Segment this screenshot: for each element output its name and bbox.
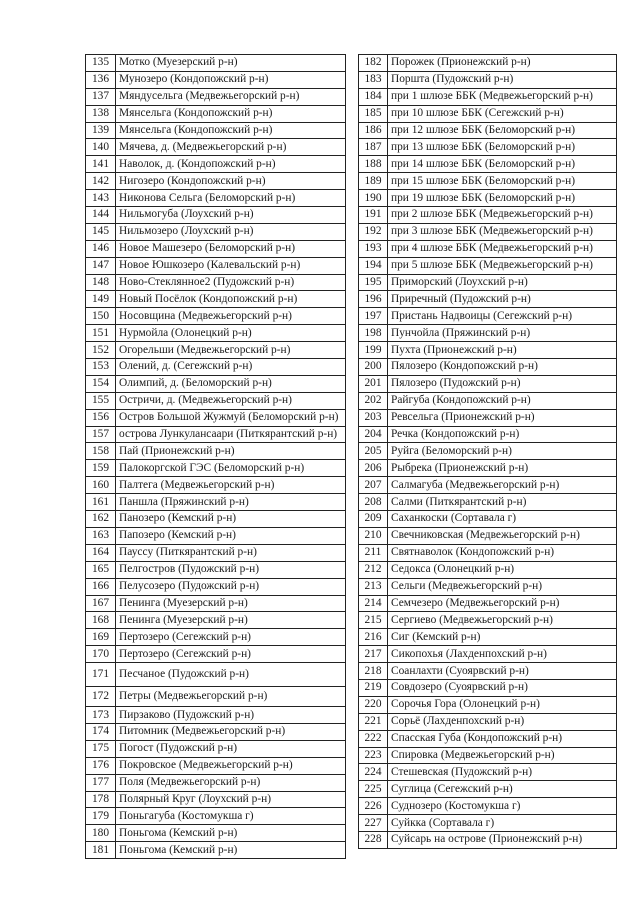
settlement-name: Совдозеро (Суоярвский р-н)	[388, 679, 617, 696]
row-number: 184	[359, 88, 388, 105]
row-number: 183	[359, 71, 388, 88]
table-row	[86, 460, 346, 477]
settlement-name: Пристань Надвоицы (Сегежский р-н)	[388, 308, 617, 325]
table-row	[86, 740, 346, 757]
row-number: 160	[86, 477, 116, 494]
settlement-name: Седокса (Олонецкий р-н)	[388, 561, 617, 578]
row-number: 169	[86, 629, 116, 646]
table-row	[86, 808, 346, 825]
settlement-name: Саханкоски (Сортавала г)	[388, 511, 617, 528]
table-row	[86, 707, 346, 724]
table-row	[359, 460, 617, 477]
table-row	[86, 207, 346, 224]
settlement-name: Поршта (Пудожский р-н)	[388, 71, 617, 88]
settlement-name: при 10 шлюзе ББК (Сегежский р-н)	[388, 105, 617, 122]
settlement-name: Приречный (Пудожский р-н)	[388, 291, 617, 308]
settlement-name: Пелгостров (Пудожский р-н)	[116, 561, 346, 578]
table-row	[86, 88, 346, 105]
row-number: 165	[86, 561, 116, 578]
row-number: 163	[86, 527, 116, 544]
settlement-name: Поньгома (Кемский р-н)	[116, 842, 346, 859]
row-number: 173	[86, 707, 116, 724]
settlement-name: Суглица (Сегежский р-н)	[388, 781, 617, 798]
table-row	[86, 663, 346, 687]
table-row	[359, 679, 617, 696]
settlement-name: Приморский (Лоухский р-н)	[388, 274, 617, 291]
row-number: 136	[86, 71, 116, 88]
settlement-name: Рыбрека (Прионежский р-н)	[388, 460, 617, 477]
settlement-name: Пай (Прионежский р-н)	[116, 443, 346, 460]
settlement-name: Райгуба (Кондопожский р-н)	[388, 392, 617, 409]
table-row	[86, 274, 346, 291]
row-number: 175	[86, 740, 116, 757]
settlement-name: Остричи, д. (Медвежьегорский р-н)	[116, 392, 346, 409]
table-row	[359, 612, 617, 629]
table-row	[86, 55, 346, 72]
table-row	[359, 494, 617, 511]
row-number: 149	[86, 291, 116, 308]
settlement-name: Папозеро (Кемский р-н)	[116, 527, 346, 544]
row-number: 197	[359, 308, 388, 325]
table-row	[86, 308, 346, 325]
table-row	[359, 240, 617, 257]
table-row	[86, 629, 346, 646]
table-row	[86, 595, 346, 612]
row-number: 178	[86, 791, 116, 808]
table-body-right	[359, 55, 617, 849]
settlement-name: Олений, д. (Сегежский р-н)	[116, 359, 346, 376]
table-row	[86, 291, 346, 308]
row-number: 162	[86, 511, 116, 528]
settlement-name: Пялозеро (Кондопожский р-н)	[388, 359, 617, 376]
table-row	[86, 511, 346, 528]
row-number: 218	[359, 663, 388, 680]
settlement-name: Носовщина (Медвежьегорский р-н)	[116, 308, 346, 325]
table-row	[359, 815, 617, 832]
row-number: 220	[359, 696, 388, 713]
row-number: 228	[359, 831, 388, 848]
row-number: 146	[86, 240, 116, 257]
settlement-name: Суднозеро (Костомукша г)	[388, 798, 617, 815]
row-number: 135	[86, 55, 116, 72]
settlement-name: Пухта (Прионежский р-н)	[388, 342, 617, 359]
table-row	[359, 595, 617, 612]
row-number: 196	[359, 291, 388, 308]
table-row	[359, 511, 617, 528]
row-number: 148	[86, 274, 116, 291]
row-number: 172	[86, 687, 116, 707]
table-row	[359, 392, 617, 409]
table-row	[86, 156, 346, 173]
table-row	[86, 687, 346, 707]
settlement-name: Нигозеро (Кондопожский р-н)	[116, 173, 346, 190]
settlement-name: Новое Юшкозеро (Калевальский р-н)	[116, 257, 346, 274]
row-number: 226	[359, 798, 388, 815]
table-row	[86, 223, 346, 240]
row-number: 166	[86, 578, 116, 595]
table-row	[359, 730, 617, 747]
table-row	[86, 646, 346, 663]
table-row	[86, 578, 346, 595]
settlement-name: при 13 шлюзе ББК (Беломорский р-н)	[388, 139, 617, 156]
table-row	[359, 342, 617, 359]
settlement-name: Нурмойла (Олонецкий р-н)	[116, 325, 346, 342]
settlement-name: Нильмозеро (Лоухский р-н)	[116, 223, 346, 240]
row-number: 155	[86, 392, 116, 409]
settlement-name: Речка (Кондопожский р-н)	[388, 426, 617, 443]
row-number: 150	[86, 308, 116, 325]
row-number: 190	[359, 190, 388, 207]
row-number: 182	[359, 55, 388, 72]
table-row	[86, 757, 346, 774]
table-row	[359, 747, 617, 764]
table-row	[86, 190, 346, 207]
settlement-name: Новое Машезеро (Беломорский р-н)	[116, 240, 346, 257]
row-number: 200	[359, 359, 388, 376]
table-row	[359, 291, 617, 308]
row-number: 195	[359, 274, 388, 291]
row-number: 179	[86, 808, 116, 825]
settlement-name: Сорочья Гора (Олонецкий р-н)	[388, 696, 617, 713]
table-row	[86, 359, 346, 376]
table-row	[86, 139, 346, 156]
settlement-name: Сергиево (Медвежьегорский р-н)	[388, 612, 617, 629]
settlement-name: Сикопохья (Лахденпохский р-н)	[388, 646, 617, 663]
settlement-name: Панозеро (Кемский р-н)	[116, 511, 346, 528]
settlement-name: Сельги (Медвежьегорский р-н)	[388, 578, 617, 595]
table-row	[86, 342, 346, 359]
table-row	[359, 375, 617, 392]
row-number: 159	[86, 460, 116, 477]
table-row	[86, 71, 346, 88]
row-number: 171	[86, 663, 116, 687]
table-row	[86, 240, 346, 257]
table-row	[359, 88, 617, 105]
row-number: 140	[86, 139, 116, 156]
table-row	[359, 325, 617, 342]
row-number: 187	[359, 139, 388, 156]
table-row	[359, 55, 617, 72]
row-number: 147	[86, 257, 116, 274]
table-row	[86, 544, 346, 561]
row-number: 222	[359, 730, 388, 747]
row-number: 193	[359, 240, 388, 257]
row-number: 205	[359, 443, 388, 460]
settlement-name: Никонова Сельга (Беломорский р-н)	[116, 190, 346, 207]
settlement-name: Соанлахти (Суоярвский р-н)	[388, 663, 617, 680]
row-number: 188	[359, 156, 388, 173]
settlement-name: Мотко (Муезерский р-н)	[116, 55, 346, 72]
settlement-name: Новый Посёлок (Кондопожский р-н)	[116, 291, 346, 308]
table-row	[86, 842, 346, 859]
table-row	[359, 409, 617, 426]
row-number: 164	[86, 544, 116, 561]
row-number: 143	[86, 190, 116, 207]
table-row	[359, 122, 617, 139]
table-row	[359, 257, 617, 274]
row-number: 201	[359, 375, 388, 392]
table-row	[359, 426, 617, 443]
settlement-name: Суйкка (Сортавала г)	[388, 815, 617, 832]
settlement-name: Сиг (Кемский р-н)	[388, 629, 617, 646]
settlement-name: Сорьё (Лахденпохский р-н)	[388, 713, 617, 730]
row-number: 153	[86, 359, 116, 376]
settlement-name: Святнаволок (Кондопожский р-н)	[388, 544, 617, 561]
settlement-name: Спировка (Медвежьегорский р-н)	[388, 747, 617, 764]
settlement-name: Пелусозеро (Пудожский р-н)	[116, 578, 346, 595]
row-number: 194	[359, 257, 388, 274]
settlement-name: Нильмогуба (Лоухский р-н)	[116, 207, 346, 224]
table-row	[359, 713, 617, 730]
settlement-name: Петры (Медвежьегорский р-н)	[116, 687, 346, 707]
row-number: 208	[359, 494, 388, 511]
row-number: 219	[359, 679, 388, 696]
row-number: 176	[86, 757, 116, 774]
table-body-left	[86, 55, 346, 859]
table-row	[86, 774, 346, 791]
table-row	[86, 561, 346, 578]
row-number: 214	[359, 595, 388, 612]
table-row	[359, 696, 617, 713]
table-row	[86, 173, 346, 190]
row-number: 138	[86, 105, 116, 122]
table-row	[86, 494, 346, 511]
row-number: 137	[86, 88, 116, 105]
table-row	[86, 105, 346, 122]
table-row	[359, 578, 617, 595]
row-number: 168	[86, 612, 116, 629]
row-number: 223	[359, 747, 388, 764]
settlement-name: Пирзаково (Пудожский р-н)	[116, 707, 346, 724]
table-row	[359, 443, 617, 460]
settlement-name: при 3 шлюзе ББК (Медвежьегорский р-н)	[388, 223, 617, 240]
settlement-name: Ново-Стеклянное2 (Пудожский р-н)	[116, 274, 346, 291]
settlement-name: Наволок, д. (Кондопожский р-н)	[116, 156, 346, 173]
table-row	[359, 764, 617, 781]
table-row	[359, 527, 617, 544]
settlement-name: Огорельши (Медвежьегорский р-н)	[116, 342, 346, 359]
row-number: 192	[359, 223, 388, 240]
settlement-name: Паусcу (Питкярантский р-н)	[116, 544, 346, 561]
settlement-name: Песчаное (Пудожский р-н)	[116, 663, 346, 687]
settlement-name: при 14 шлюзе ББК (Беломорский р-н)	[388, 156, 617, 173]
row-number: 142	[86, 173, 116, 190]
row-number: 225	[359, 781, 388, 798]
row-number: 221	[359, 713, 388, 730]
row-number: 157	[86, 426, 116, 443]
row-number: 180	[86, 825, 116, 842]
row-number: 213	[359, 578, 388, 595]
table-row	[359, 544, 617, 561]
settlement-name: при 12 шлюзе ББК (Беломорский р-н)	[388, 122, 617, 139]
table-row	[359, 561, 617, 578]
table-row	[86, 527, 346, 544]
row-number: 217	[359, 646, 388, 663]
row-number: 181	[86, 842, 116, 859]
table-row	[359, 798, 617, 815]
settlement-name: при 15 шлюзе ББК (Беломорский р-н)	[388, 173, 617, 190]
row-number: 189	[359, 173, 388, 190]
settlement-name: Пертозеро (Сегежский р-н)	[116, 646, 346, 663]
table-row	[359, 105, 617, 122]
settlement-name: Салмагуба (Медвежьегорский р-н)	[388, 477, 617, 494]
row-number: 151	[86, 325, 116, 342]
settlement-name: Паншла (Пряжинский р-н)	[116, 494, 346, 511]
settlement-name: Суйсарь на острове (Прионежский р-н)	[388, 831, 617, 848]
row-number: 161	[86, 494, 116, 511]
table-row	[359, 274, 617, 291]
table-row	[359, 781, 617, 798]
settlement-name: Поньгагуба (Костомукша г)	[116, 808, 346, 825]
table-row	[359, 308, 617, 325]
settlement-name: Спасская Губа (Кондопожский р-н)	[388, 730, 617, 747]
row-number: 174	[86, 723, 116, 740]
settlement-name: Порожек (Прионежский р-н)	[388, 55, 617, 72]
row-number: 145	[86, 223, 116, 240]
settlement-name: при 4 шлюзе ББК (Медвежьегорский р-н)	[388, 240, 617, 257]
row-number: 152	[86, 342, 116, 359]
table-row	[86, 825, 346, 842]
table-row	[359, 629, 617, 646]
table-row	[359, 156, 617, 173]
row-number: 224	[359, 764, 388, 781]
row-number: 207	[359, 477, 388, 494]
row-number: 198	[359, 325, 388, 342]
settlement-name: Питомник (Медвежьегорский р-н)	[116, 723, 346, 740]
table-row	[86, 375, 346, 392]
settlement-name: Мячева, д. (Медвежьегорский р-н)	[116, 139, 346, 156]
settlement-name: Пенинга (Муезерский р-н)	[116, 595, 346, 612]
table-row	[359, 477, 617, 494]
table-row	[86, 477, 346, 494]
row-number: 199	[359, 342, 388, 359]
table-row	[86, 409, 346, 426]
table-row	[86, 325, 346, 342]
settlement-name: Мунозеро (Кондопожский р-н)	[116, 71, 346, 88]
table-row	[359, 139, 617, 156]
row-number: 144	[86, 207, 116, 224]
table-row	[86, 612, 346, 629]
table-row	[86, 122, 346, 139]
row-number: 203	[359, 409, 388, 426]
table-row	[359, 173, 617, 190]
table-row	[359, 223, 617, 240]
row-number: 167	[86, 595, 116, 612]
settlement-name: Пялозеро (Пудожский р-н)	[388, 375, 617, 392]
row-number: 202	[359, 392, 388, 409]
settlement-name: Полярный Круг (Лоухский р-н)	[116, 791, 346, 808]
settlement-name: Палокоргской ГЭС (Беломорский р-н)	[116, 460, 346, 477]
table-row	[86, 426, 346, 443]
settlement-name: Остров Большой Жужмуй (Беломорский р-н)	[116, 409, 346, 426]
settlement-table-right	[358, 54, 617, 849]
settlement-name: Салми (Питкярантский р-н)	[388, 494, 617, 511]
settlement-name: Стешевская (Пудожский р-н)	[388, 764, 617, 781]
settlement-name: при 19 шлюзе ББК (Беломорский р-н)	[388, 190, 617, 207]
row-number: 186	[359, 122, 388, 139]
row-number: 154	[86, 375, 116, 392]
settlement-name: Пертозеро (Сегежский р-н)	[116, 629, 346, 646]
table-row	[359, 663, 617, 680]
settlement-name: Руйга (Беломорский р-н)	[388, 443, 617, 460]
table-row	[359, 190, 617, 207]
table-row	[86, 392, 346, 409]
settlement-name: Олимпий, д. (Беломорский р-н)	[116, 375, 346, 392]
table-row	[359, 71, 617, 88]
settlement-name: Мяндусельга (Медвежьегорский р-н)	[116, 88, 346, 105]
table-row	[359, 831, 617, 848]
table-row	[359, 646, 617, 663]
settlement-name: Ревсельга (Прионежский р-н)	[388, 409, 617, 426]
settlement-name: острова Лункулансаари (Питкярантский р-н)	[116, 426, 346, 443]
settlement-name: при 1 шлюзе ББК (Медвежьегорский р-н)	[388, 88, 617, 105]
settlement-name: при 5 шлюзе ББК (Медвежьегорский р-н)	[388, 257, 617, 274]
row-number: 156	[86, 409, 116, 426]
settlement-name: Палтега (Медвежьегорский р-н)	[116, 477, 346, 494]
row-number: 158	[86, 443, 116, 460]
row-number: 209	[359, 511, 388, 528]
row-number: 191	[359, 207, 388, 224]
table-row	[86, 791, 346, 808]
settlement-name: Поньгома (Кемский р-н)	[116, 825, 346, 842]
settlement-name: Свечниковская (Медвежьегорский р-н)	[388, 527, 617, 544]
settlement-name: Пенинга (Муезерский р-н)	[116, 612, 346, 629]
table-row	[86, 723, 346, 740]
settlement-name: при 2 шлюзе ББК (Медвежьегорский р-н)	[388, 207, 617, 224]
row-number: 215	[359, 612, 388, 629]
settlement-table-left	[85, 54, 346, 859]
settlement-name: Покровское (Медвежьегорский р-н)	[116, 757, 346, 774]
row-number: 216	[359, 629, 388, 646]
settlement-name: Мянсельга (Кондопожский р-н)	[116, 122, 346, 139]
table-row	[86, 443, 346, 460]
row-number: 139	[86, 122, 116, 139]
row-number: 227	[359, 815, 388, 832]
table-row	[359, 207, 617, 224]
settlement-name: Мянсельга (Кондопожский р-н)	[116, 105, 346, 122]
row-number: 206	[359, 460, 388, 477]
row-number: 170	[86, 646, 116, 663]
row-number: 141	[86, 156, 116, 173]
settlement-name: Поля (Медвежьегорский р-н)	[116, 774, 346, 791]
row-number: 185	[359, 105, 388, 122]
settlement-name: Пунчойла (Пряжинский р-н)	[388, 325, 617, 342]
settlement-name: Погост (Пудожский р-н)	[116, 740, 346, 757]
row-number: 212	[359, 561, 388, 578]
settlement-name: Семчезеро (Медвежьегорский р-н)	[388, 595, 617, 612]
row-number: 177	[86, 774, 116, 791]
table-row	[86, 257, 346, 274]
row-number: 211	[359, 544, 388, 561]
row-number: 204	[359, 426, 388, 443]
table-row	[359, 359, 617, 376]
row-number: 210	[359, 527, 388, 544]
